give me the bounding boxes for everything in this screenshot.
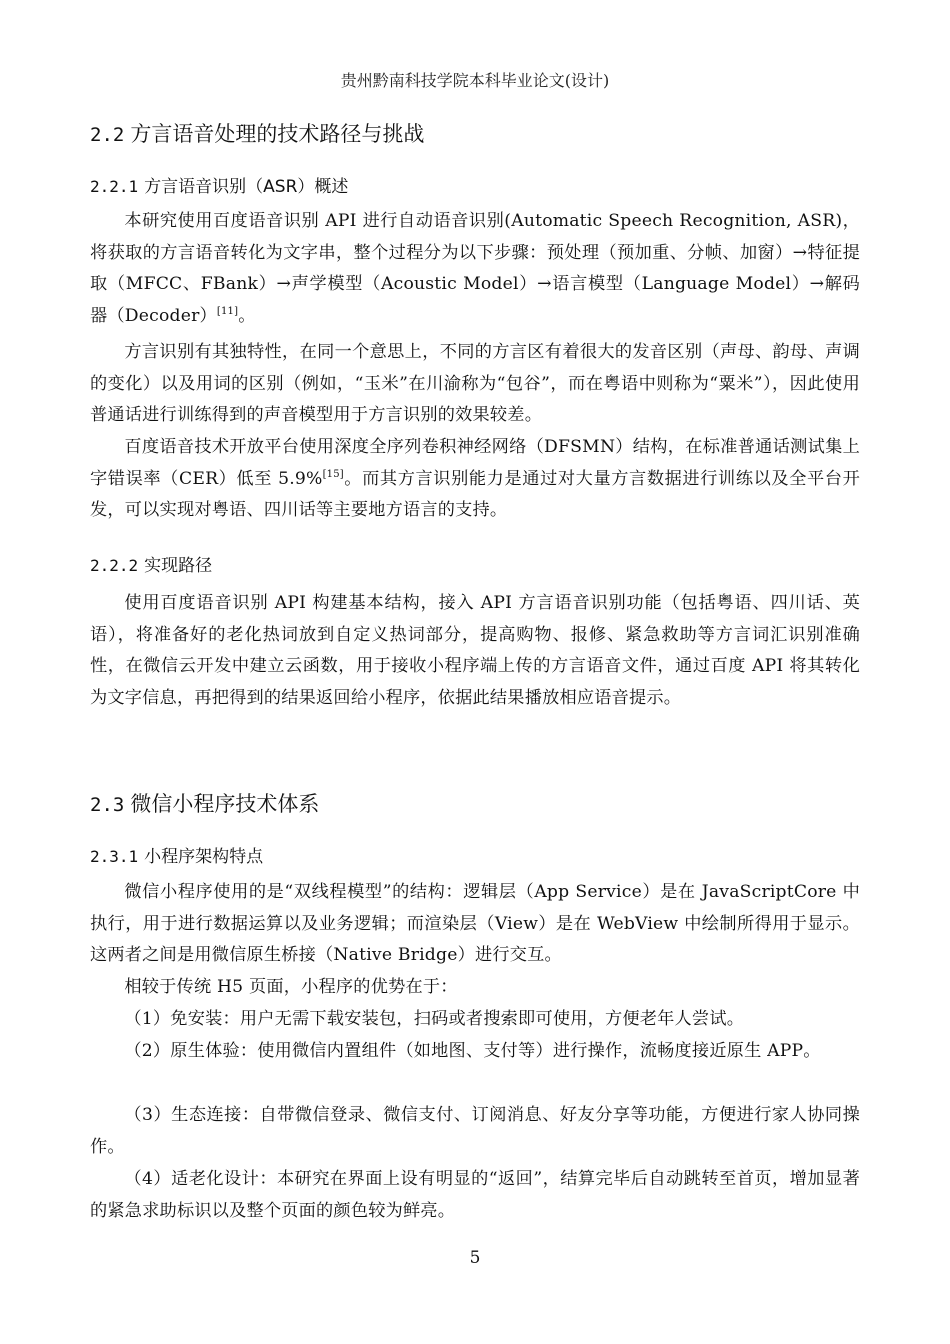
subsection-heading-2-2-1: [90, 172, 348, 197]
section-number: 2.2: [90, 124, 125, 146]
running-header: 贵州黔南科技学院本科毕业论文(设计): [340, 71, 610, 90]
paragraph-text: 百度语音技术开放平台使用深度全序列卷积神经网络（DFSMN）结构，在标准普通话测试集上字错误率（CER）低至 5.9%: [90, 437, 860, 489]
page-number: 5: [469, 1248, 481, 1268]
subsection-heading-2-2-2: [90, 551, 212, 576]
paragraph-dual-thread: 微信小程序使用的是“双线程模型”的结构：逻辑层（App Service）是在 JavaScriptCore 中执行，用于进行数据运算以及业务逻辑；而渲染层（View）是在 WebView 中绘制所得用于显示。这两者之间是用微信原生桥接（Native Bridge）进行交互。: [90, 882, 860, 965]
list-item-elderly-design: （4）适老化设计：本研究在界面上设有明显的“返回”，结算完毕后自动跳转至首页，增加显著的紧急求助标识以及整个页面的颜色较为鲜亮。: [90, 1169, 860, 1221]
subsection-heading-2-3-1: [90, 842, 263, 867]
section-heading-2-2: [90, 118, 424, 148]
subsection-title: 实现路径: [144, 556, 213, 576]
paragraph-advantages-intro: 相较于传统 H5 页面，小程序的优势在于：: [124, 977, 458, 997]
section-title: 微信小程序技术体系: [130, 792, 320, 816]
citation: [11]: [216, 305, 239, 317]
subsection-title: 方言语音识别（ASR）概述: [144, 177, 349, 197]
subsection-number: 2.2.2: [90, 556, 139, 575]
paragraph-baidu-platform: [90, 432, 860, 527]
paragraph-asr-overview: [90, 206, 860, 332]
subsection-number: 2.3.1: [90, 847, 139, 866]
paragraph-end: 。而其方言识别能力是通过对大量方言数据进行训练以及全平台开发，可以实现对粤语、四川话等主要地方语言的支持。: [90, 468, 860, 520]
paragraph-implementation: 使用百度语音识别 API 构建基本结构，接入 API 方言语音识别功能（包括粤语、四川话、英语），将准备好的老化热词放到自定义热词部分，提高购物、报修、紧急救助等方言词汇识别准确性，在微信云开发中建立云函数，用于接收小程序端上传的方言语音文件，通过百度 API 将其转化为文字信息，再把得到的结果返回给小程序，依据此结果播放相应语音提示。: [90, 593, 860, 708]
list-item-native-experience: （2）原生体验：使用微信内置组件（如地图、支付等）进行操作，流畅度接近原生 APP。: [124, 1041, 821, 1061]
paragraph-text: 本研究使用百度语音识别 API 进行自动语音识别(Automatic Speech Recognition, ASR)，将获取的方言语音转化为文字串，整个过程分为以下步骤：预处理（预加重、分帧、加窗）→特征提取（MFCC、FBank）→声学模型（Acoustic Model）→语言模型（Language Model）→解码器（Decoder）: [90, 211, 860, 326]
citation: [15]: [322, 468, 344, 480]
section-title: 方言语音处理的技术路径与挑战: [130, 122, 425, 146]
list-item-ecosystem: （3）生态连接：自带微信登录、微信支付、订阅消息、好友分享等功能，方便进行家人协同操作。: [90, 1105, 860, 1157]
paragraph-dialect-features: 方言识别有其独特性，在同一个意思上，不同的方言区有着很大的发音区别（声母、韵母、声调的变化）以及用词的区别（例如，“玉米”在川渝称为“包谷”，而在粤语中则称为“粟米”），因此使用普通话进行训练得到的声音模型用于方言识别的效果较差。: [90, 342, 860, 425]
subsection-title: 小程序架构特点: [144, 847, 264, 867]
paragraph-end: 。: [238, 305, 256, 326]
section-heading-2-3: [90, 788, 319, 818]
subsection-number: 2.2.1: [90, 177, 139, 196]
section-number: 2.3: [90, 794, 125, 816]
list-item-install-free: （1）免安装：用户无需下载安装包，扫码或者搜索即可使用，方便老年人尝试。: [124, 1009, 745, 1029]
